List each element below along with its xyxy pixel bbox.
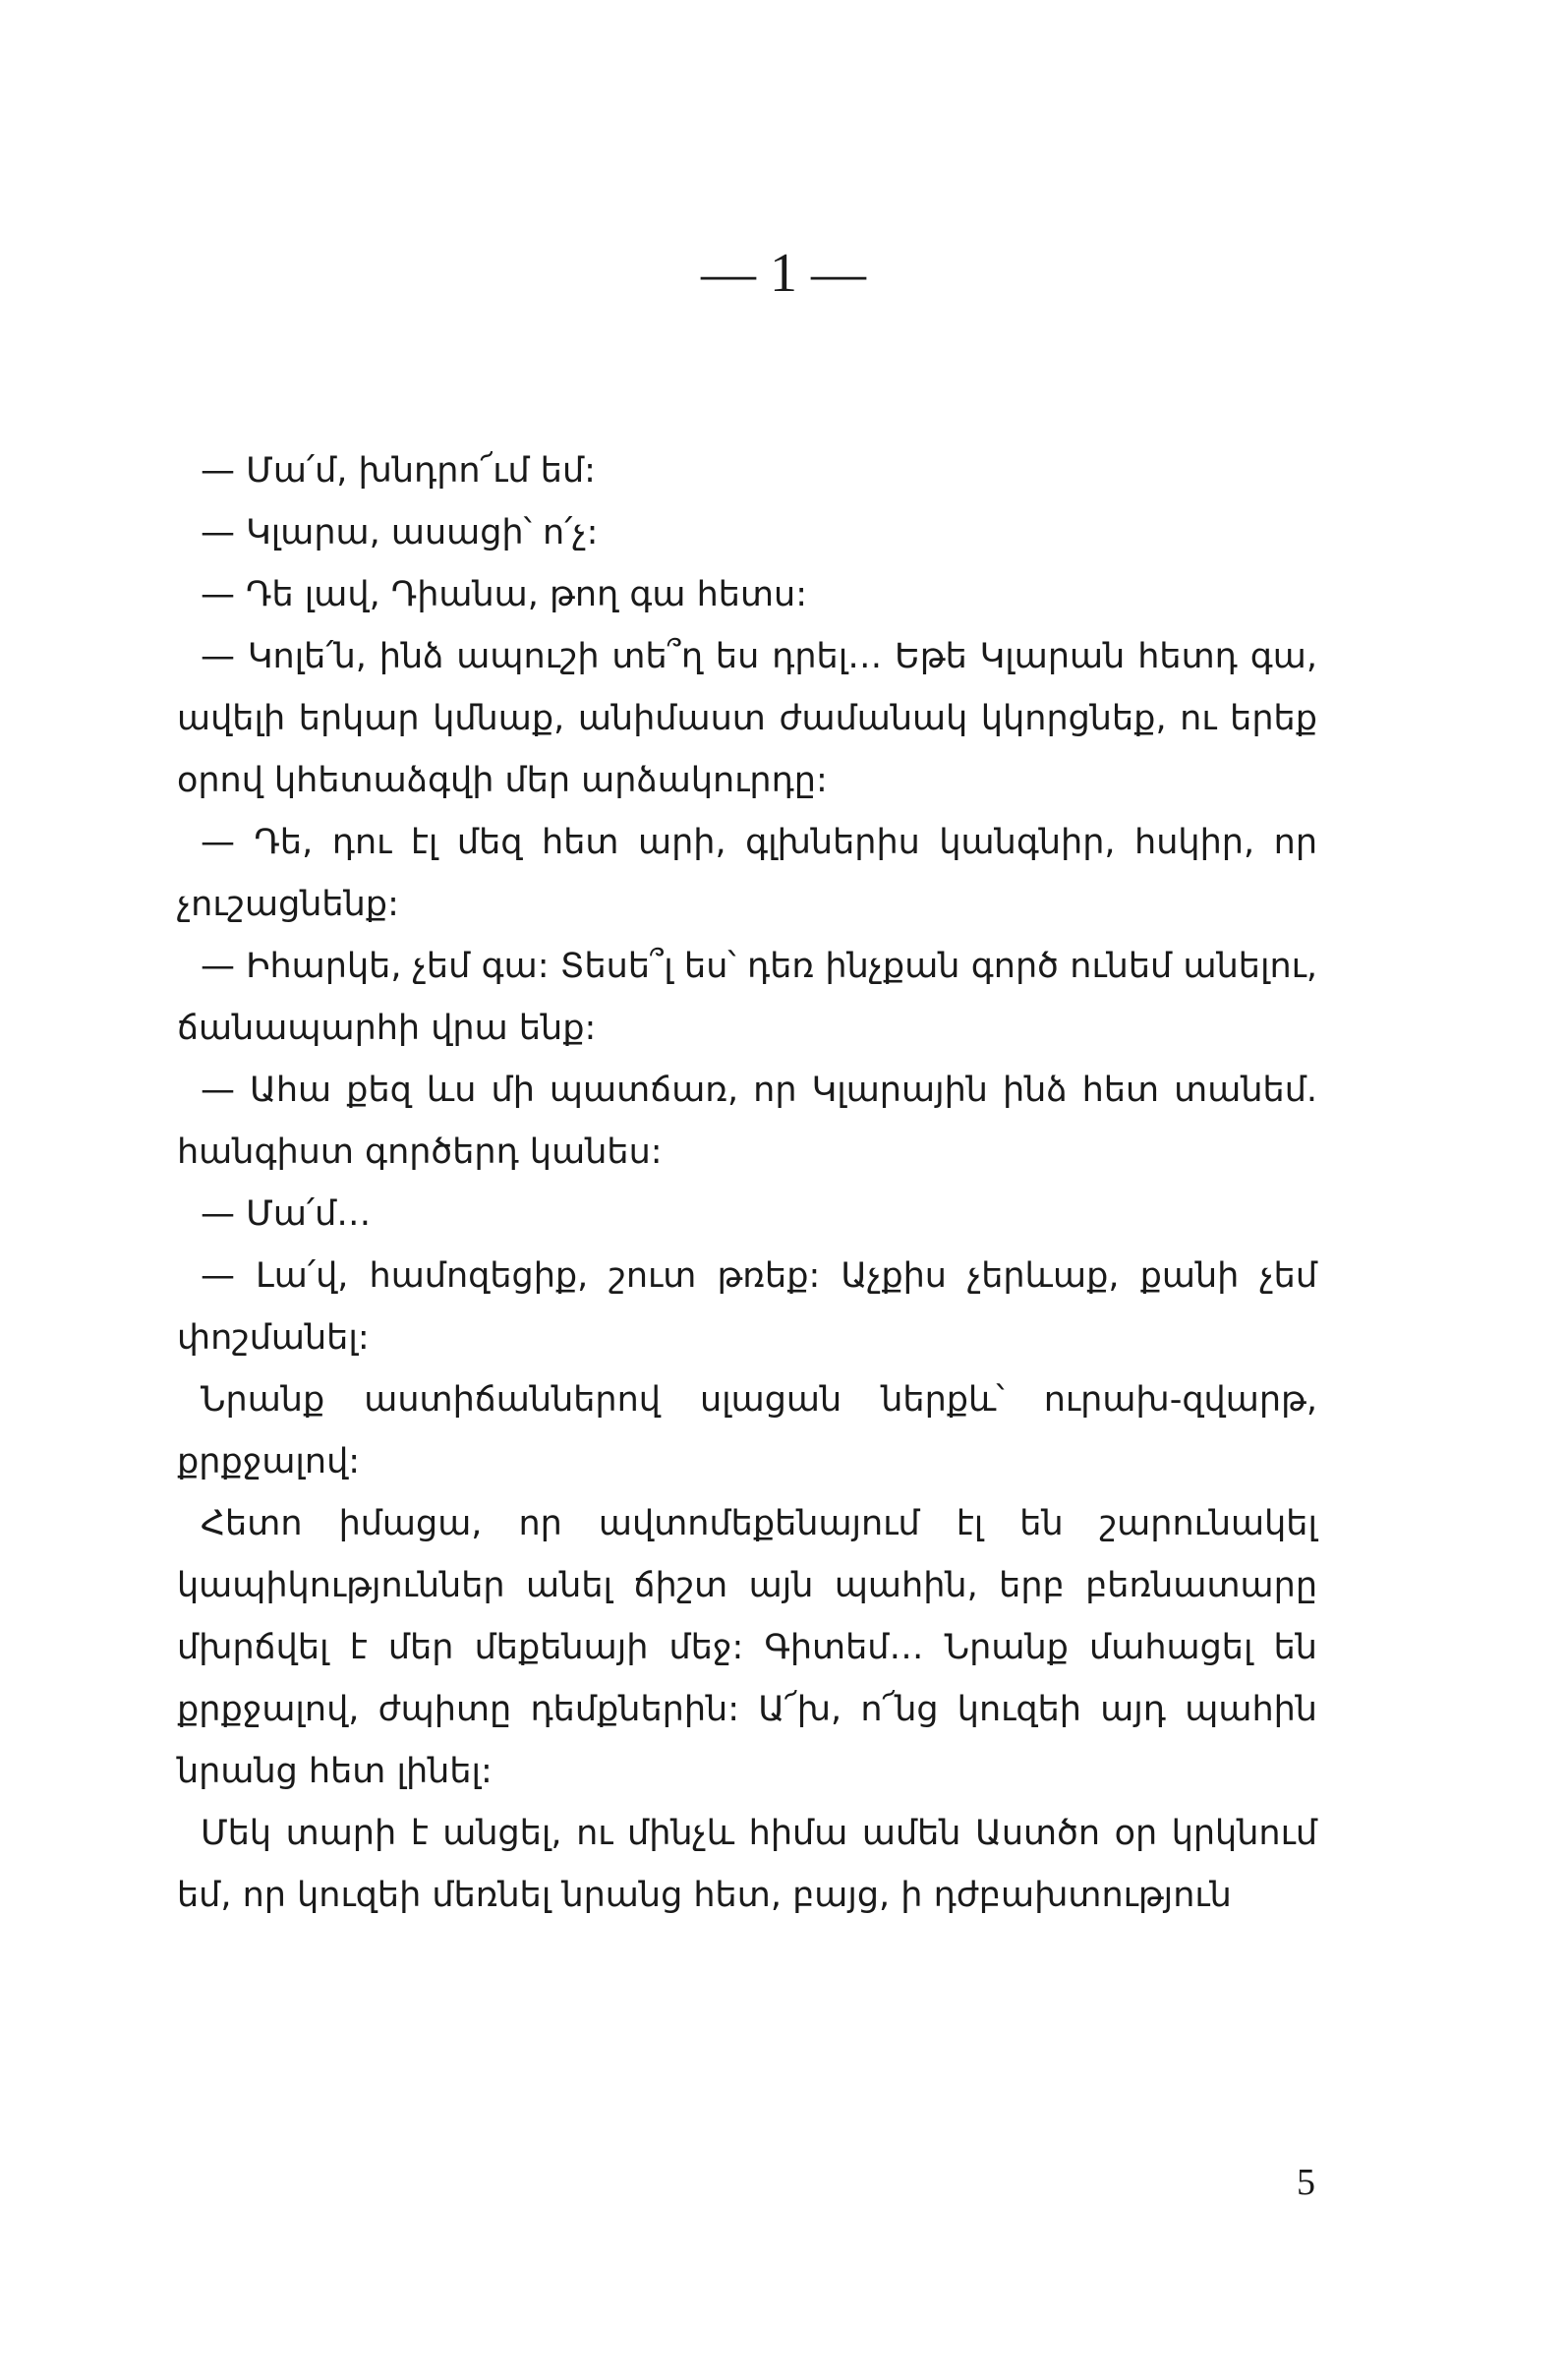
paragraph-7: — Ահա քեզ ևս մի պատճառ, որ Կլարային ինձ հետ տանեմ. հանգիստ գործերդ կանես: [177,1071,1317,1172]
paragraph-10: Նրանք աստիճաններով սլացան ներքև՝ ուրախ-զվարթ, քրքջալով: [177,1380,1317,1481]
text-body [177,440,1317,1927]
paragraph-5: — Դե, դու էլ մեզ հետ արի, գլխներիս կանգնիր, հսկիր, որ չուշացնենք: [177,823,1317,924]
paragraph-3: — Դե լավ, Դիանա, թող գա հետս: [201,575,808,614]
paragraph-1: — Մա՛մ, խնդրո՜ւմ եմ: [201,451,596,491]
paragraph-4: — Կոլե՛ն, ինձ ապուշի տե՞ղ ես դրել… Եթե Կլարան հետդ գա, ավելի երկար կմնաք, անիմաստ ժամանակ կկորցնեք, ու երեք օրով կհետաձգվի մեր արձակուրդը: [177,637,1317,800]
paragraph-11: Հետո իմացա, որ ավտոմեքենայում էլ են շարունակել կապիկություններ անել ճիշտ այն պահին, երբ բեռնատարը մխրճվել է մեր մեքենայի մեջ: Գիտեմ… Նրանք մահացել են քրքջալով, ժպիտը դեմքներին: Ա՜խ, ո՜նց կուզեի այդ պահին նրանց հետ լինել: [177,1504,1317,1791]
page-number: 5 [1297,2162,1315,2203]
paragraph-2: — Կլարա, ասացի՝ ո՛չ: [201,513,599,552]
paragraph-8: — Մա՛մ… [201,1194,372,1234]
chapter-heading: — 1 — [701,243,866,304]
paragraph-12: Մեկ տարի է անցել, ու մինչև հիմա ամեն Աստծո օր կրկնում եմ, որ կուզեի մեռնել նրանց հետ, բայց, ի դժբախտություն [177,1814,1317,1915]
paragraph-9: — Լա՛վ, համոզեցիք, շուտ թռեք: Աչքիս չերևաք, քանի չեմ փոշմանել: [177,1256,1317,1358]
paragraph-6: — Իհարկե, չեմ գա: Տեսե՞լ ես՝ դեռ ինչքան գործ ունեմ անելու, ճանապարհի վրա ենք: [177,947,1317,1048]
